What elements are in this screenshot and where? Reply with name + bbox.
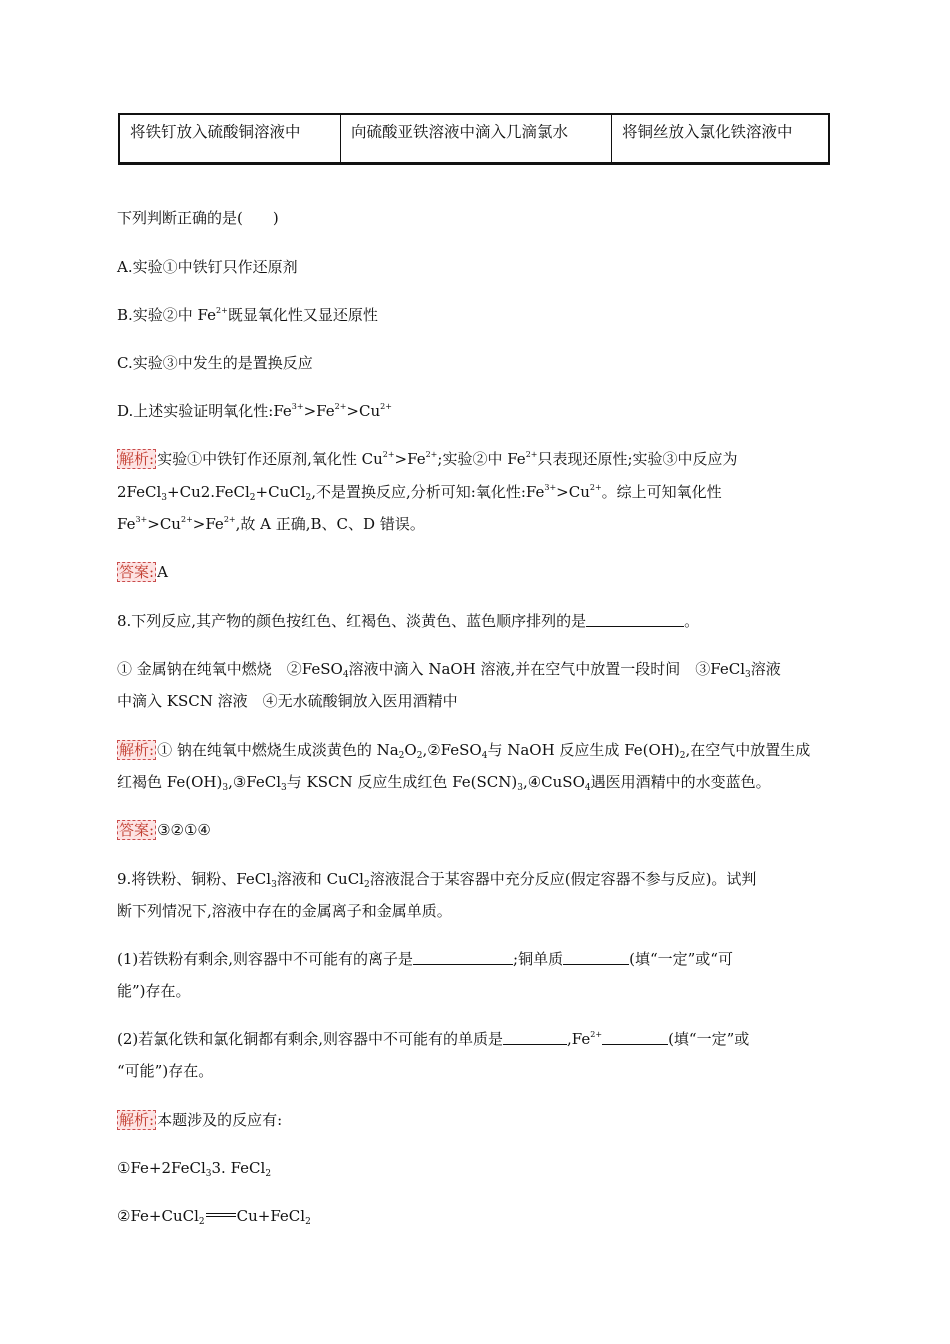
q7-stem: 下列判断正确的是( ) — [117, 209, 279, 227]
q7-option-b: B.实验②中 $Fe^{2+}$既显氧化性又显还原性 — [117, 306, 378, 324]
answer-blank[interactable] — [413, 950, 513, 965]
q8-stem: 8.下列反应,其产物的颜色按红色、红褐色、淡黄色、蓝色顺序排列的是 。 — [117, 612, 700, 630]
q8-explanation-line-1: 解析: ① 钠在纯氧中燃烧生成淡黄色的 $Na_2O_2,②FeSO_4$与 NaOH 反应生成 $Fe(OH)_2$,在空气中放置生成 — [119, 741, 811, 761]
q9-explanation: 解析: 本题涉及的反应有: — [119, 1111, 283, 1129]
table-cell-1: 将铁钉放入硫酸铜溶液中 — [120, 115, 341, 162]
answer-blank[interactable] — [602, 1030, 668, 1045]
q8-answer: 答案: ③②①④ — [119, 821, 211, 839]
q7-answer: 答案: A — [119, 563, 168, 581]
q7-explanation-line-2: 2FeCl$_3$+Cu2.FeCl$_2$+CuCl$_2$,不是置换反应,分析可知:氧化性$:Fe^{3+}>Cu^{2+}$。综上可知氧化性 — [117, 483, 722, 503]
q7-option-a: A.实验①中铁钉只作还原剂 — [117, 258, 298, 276]
q7-option-d: D.上述实验证明氧化性$:Fe^{3+}>Fe^{2+}>Cu^{2+}$ — [117, 402, 392, 420]
table-cell-2: 向硫酸亚铁溶液中滴入几滴氯水 — [341, 115, 612, 162]
q9-part1-line-1: (1)若铁粉有剩余,则容器中不可能有的离子是 ;铜单质 (填“一定”或“可 — [117, 950, 733, 968]
reaction-1: ①Fe+2FeCl$_3$3. FeCl$_2$ — [117, 1159, 272, 1179]
answer-blank[interactable] — [563, 950, 629, 965]
q7-explanation-line-3: $Fe^{3+}>Cu^{2+}>Fe^{2+}$,故 A 正确,B、C、D 错误。 — [117, 515, 425, 533]
equals-sign — [206, 1213, 236, 1217]
explanation-tag: 解析: — [119, 1111, 155, 1129]
q9-part1-line-2: 能”)存在。 — [117, 982, 191, 1000]
q9-part2-line-1: (2)若氯化铁和氯化铜都有剩余,则容器中不可能有的单质是 $,Fe^{2+}$ (填“一定”或 — [117, 1030, 750, 1048]
answer-blank[interactable] — [586, 612, 684, 627]
answer-blank[interactable] — [503, 1030, 567, 1045]
answer-tag: 答案: — [119, 821, 155, 839]
reaction-2: ②Fe+CuCl$_2$ Cu+FeCl$_2$ — [117, 1207, 311, 1227]
q9-stem-line-1: 9.将铁粉、铜粉、FeCl$_3$溶液和 CuCl$_2$溶液混合于某容器中充分反应(假定容器不参与反应)。试判 — [117, 870, 757, 890]
table-cell-3: 将铜丝放入氯化铁溶液中 — [622, 123, 793, 141]
explanation-tag: 解析: — [119, 741, 155, 759]
q7-explanation-line-1: 解析: 实验①中铁钉作还原剂,氧化性 $Cu^{2+}>Fe^{2+}$;实验②中 $Fe^{2+}$只表现还原性;实验③中反应为 — [119, 450, 738, 468]
q8-items-line-1: ① 金属钠在纯氧中燃烧 ②FeSO$_4$溶液中滴入 NaOH 溶液,并在空气中放置一段时间 ③FeCl$_3$溶液 — [117, 660, 781, 680]
answer-tag: 答案: — [119, 563, 155, 581]
experiment-table — [118, 113, 830, 165]
q8-items-line-2: 中滴入 KSCN 溶液 ④无水硫酸铜放入医用酒精中 — [117, 692, 458, 710]
q9-part2-line-2: “可能”)存在。 — [117, 1062, 214, 1080]
explanation-tag: 解析: — [119, 450, 155, 468]
q7-option-c: C.实验③中发生的是置换反应 — [117, 354, 313, 372]
q8-explanation-line-2: 红褐色 $Fe(OH)_3,③FeCl_3$与 KSCN 反应生成红色 $Fe(SCN)_3,④CuSO_4$遇医用酒精中的水变蓝色。 — [117, 773, 771, 793]
q9-stem-line-2: 断下列情况下,溶液中存在的金属离子和金属单质。 — [117, 902, 452, 920]
